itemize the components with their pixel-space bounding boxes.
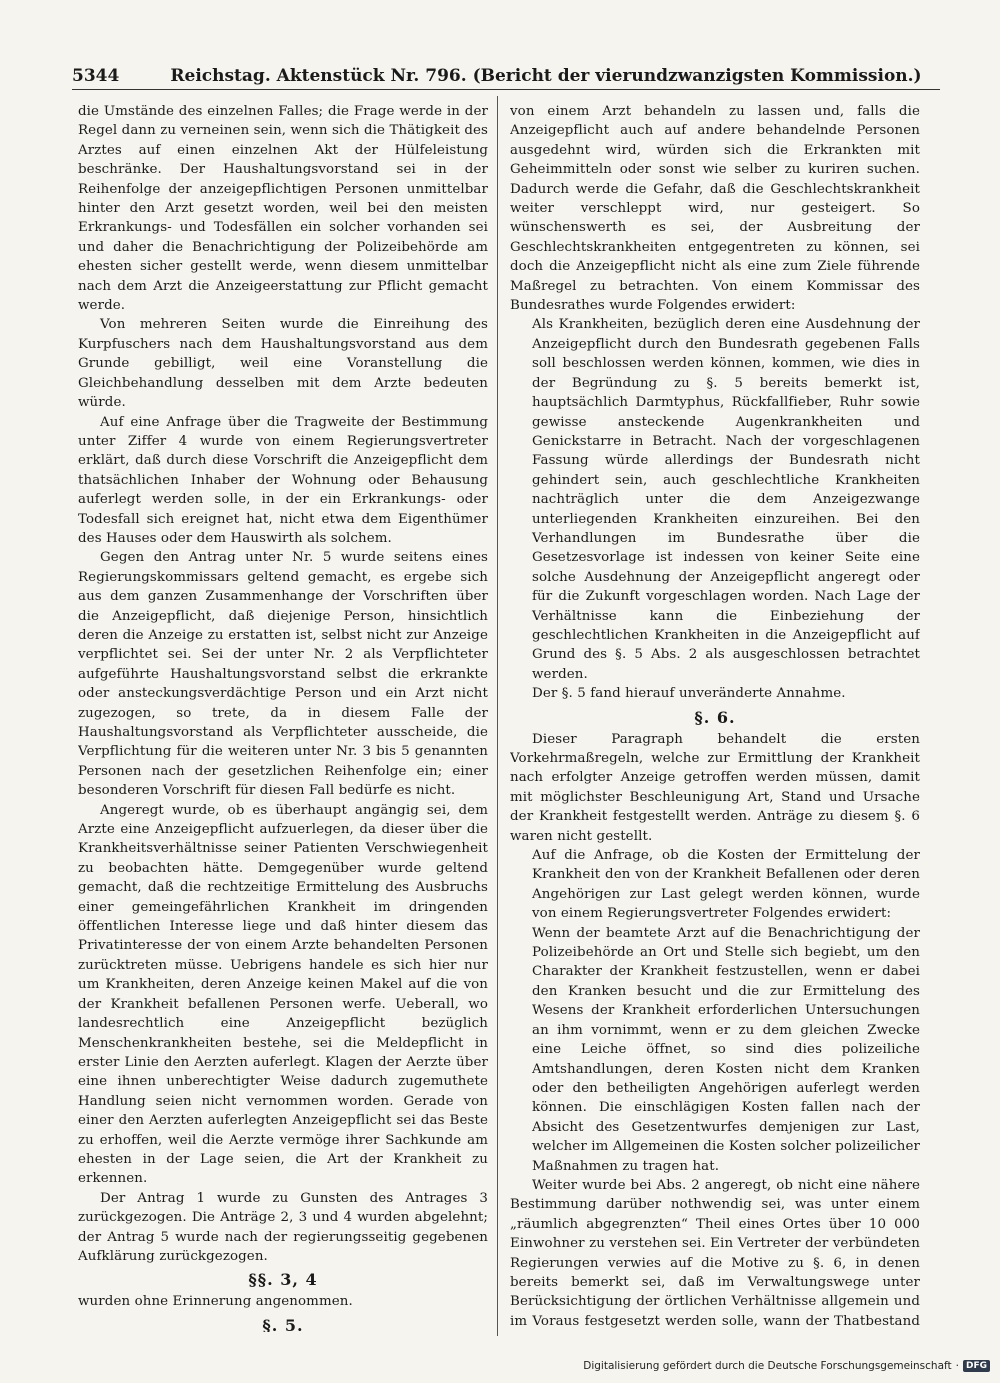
footer-credit: Digitalisierung gefördert durch die Deutsche Forschungsgemeinschaft — [583, 1360, 952, 1372]
paragraph: die Umstände des einzelnen Falles; die Frage werde in der Regel dann zu verneinen sein, wenn sich die Thätigkeit des Arztes auf einen einzelnen Akt der Hülfeleistung beschränke. Der Haushaltungsvorstand sei in der Reihenfolge der anzeigepflichtigen Personen unmittelbar hinter den Arzt gesetzt worden, weil bei den meisten Erkrankungs- und Todesfällen ein solcher vorhanden sei und daher die Benachrichtigung der Polizeibehörde am ehesten sicher gestellt werde, wenn diesem unmittelbar nach dem Arzt die Anzeigeerstattung zur Pflicht gemacht werde. — [78, 104, 488, 314]
paragraph: Der §. 5 fand hierauf unveränderte Annahme. — [532, 686, 846, 702]
quoted-paragraph: Als Krankheiten, bezüglich deren eine Ausdehnung der Anzeigepflicht durch den Bundesrath gegebenen Falls soll beschlossen werden können, kommen, wie dies in der Begründung zu §. 5 bereits bemerkt ist, hauptsächlich Darmtyphus, Rückfallfieber, Ruhr sowie gewisse ansteckende Augenkrankheiten und Genickstarre in Betracht. Nach der vorgeschlagenen Fassung würde allerdings der Bundesrath nicht gehindert sein, auch geschlechtliche Krankheiten nachträglich unter die dem Anzeigezwange unterliegenden Krankheiten einzureihen. Bei den Verhandlungen im Bundesrathe über die Gesetzesvorlage ist indessen von keiner Seite eine solche Ausdehnung der Anzeigepflicht angeregt oder für die Zukunft vorgeschlagen worden. Nach Lage der Verhältnisse kann die Einbeziehung der geschlechtlichen Krankheiten in die Anzeigepflicht auf Grund des §. 5 Abs. 2 als ausgeschlossen betrachtet werden. — [532, 317, 920, 682]
paragraph: Gegen den Antrag unter Nr. 5 wurde seitens eines Regierungskommissars geltend gemacht, es ergebe sich aus dem ganzen Zusammenhange der Vorschriften über die Anzeigepflicht, daß diejenige Person, hinsichtlich deren die Anzeige zu erstatten ist, selbst nicht zur Anzeige verpflichtet sei. Sei der unter Nr. 2 als Verpflichteter aufgeführte Haushaltungsvorstand selbst die erkrankte oder ansteckungsverdächtige Person und ein Arzt nicht zugezogen, so trete, da in diesem Falle der Haushaltungsvorstand als Verpflichteter ausscheide, die Verpflichtung für die weiteren unter Nr. 3 bis 5 genannten Personen nach der gesetzlichen Reihenfolge ein; einer besonderen Vorschrift für diesen Fall bedürfe es nicht. — [78, 550, 488, 799]
paragraph: Angeregt wurde, ob es überhaupt angängig sei, dem Arzte eine Anzeigepflicht aufzuerlegen, da dieser über die Krankheitsverhältnisse seiner Patienten Verschwiegenheit zu beobachten hätte. Demgegenüber wurde geltend gemacht, daß die rechtzeitige Ermittelung des Ausbruchs einer gemeingefährlichen Krankheit im dringenden öffentlichen Interesse liege und daß hinter diesem das Privatinteresse der von einem Arzte behandelten Personen zurücktreten müsse. Uebrigens handele es sich hier nur um Krankheiten, deren Anzeige keinen Makel auf die von der Krankheit befallenen Personen werfe. Ueberall, wo landesrechtlich eine Anzeigepflicht bezüglich Menschenkrankheiten bestehe, sei die Meldepflicht in erster Linie den Aerzten auferlegt. Klagen der Aerzte über eine ihnen unberechtigter Weise dadurch zugemuthete Handlung seien nicht vernommen worden. Gerade von einer den Aerzten auferlegten Anzeigepflicht sei das Beste zu erhoffen, weil die Aerzte vermöge ihrer Sachkunde am ehesten in der Lage seien, die Art der Krankheit zu erkennen. — [78, 802, 488, 1187]
left-column — [78, 102, 488, 1332]
footer — [583, 1360, 990, 1372]
running-title: Reichstag. Aktenstück Nr. 796. (Bericht der vierundzwanzigsten Kommission.) — [170, 66, 922, 86]
section-heading: §. 6. — [694, 707, 736, 727]
paragraph: von einem Arzt behandeln zu lassen und, falls die Anzeigepflicht auch auf andere behandelnde Personen ausgedehnt wird, würden sich die Erkrankten mit Geheimmitteln oder sonst wie selber zu kuriren suchen. Dadurch werde die Gefahr, daß die Geschlechtskrankheit weiter verschleppt wird, nur gesteigert. So wünschenswerth es sei, der Ausbreitung der Geschlechtskrankheiten entgegentreten zu können, sei doch die Anzeigepflicht nicht als eine zum Ziele führende Maßregel zu betrachten. Von einem Kommissar des Bundesrathes wurde Folgendes erwidert: — [510, 104, 920, 314]
column-divider — [497, 96, 498, 1336]
paragraph: Von mehreren Seiten wurde die Einreihung des Kurpfuschers nach dem Haushaltungsvorstand aus dem Grunde gebilligt, weil eine Voranstellung die Gleichbehandlung desselben mit dem Arzte bedeuten würde. — [78, 317, 488, 411]
quoted-paragraph: Auf die Anfrage, ob die Kosten der Ermittelung der Krankheit den von der Krankheit Befallenen oder deren Angehörigen zur Last gelegt werden können, wurde von einem Regierungsvertreter Folgendes erwidert: — [532, 848, 920, 922]
right-column — [510, 102, 920, 1332]
paragraph: Auf eine Anfrage über die Tragweite der Bestimmung unter Ziffer 4 wurde von einem Regierungsvertreter erklärt, daß durch diese Vorschrift die Anzeigepflicht dem thatsächlichen Inhaber der Wohnung oder Behausung auferlegt werden solle, in der ein Erkrankungs- oder Todesfall sich ereignet hat, nicht etwa dem Eigenthümer des Hauses oder dem Hauswirth als solchem. — [78, 414, 488, 546]
quoted-paragraph: Wenn der beamtete Arzt auf die Benachrichtigung der Polizeibehörde an Ort und Stelle sich begiebt, um den Charakter der Krankheit festzustellen, wenn er dabei den Kranken besucht und die zur Ermittelung des Wesens der Krankheit erforderlichen Untersuchungen an ihm vornimmt, wenn er zu dem gleichen Zwecke eine Leiche öffnet, so sind dies polizeiliche Amtshandlungen, deren Kosten nicht dem Kranken oder den betheiligten Angehörigen auferlegt werden können. Die einschlägigen Kosten fallen nach der Absicht des Gesetzentwurfes demjenigen zur Last, welcher im Allgemeinen die Kosten solcher polizeilicher Maßnahmen zu tragen hat. — [532, 925, 920, 1174]
paragraph: Weiter wurde bei Abs. 2 angeregt, ob nicht eine nähere Bestimmung darüber nothwendig sei, was unter einem „räumlich abgegrenzten“ Theil eines Ortes über 10 000 Einwohner zu verstehen sei. Ein Vertreter der verbündeten Regierungen verwies auf die Motive zu §. 6, in denen bereits bemerkt sei, daß im Verwaltungswege unter Berücksichtigung der örtlichen Verhältnisse allgemein und im Voraus festgesetzt werden solle, wann der Thatbestand — [510, 1177, 920, 1329]
paragraph: Der Antrag 1 wurde zu Gunsten des Antrages 3 zurückgezogen. Die Anträge 2, 3 und 4 wurden abgelehnt; der Antrag 5 wurde nach der regierungsseitig gegebenen Aufklärung zurückgezogen. — [78, 1190, 488, 1264]
section-heading: §§. 3, 4 — [248, 1270, 318, 1290]
paragraph: Dieser Paragraph behandelt die ersten Vorkehrmaßregeln, welche zur Ermittlung der Krankheit nach erfolgter Anzeige getroffen werden müssen, damit mit möglichster Beschleunigung Art, Stand und Ursache der Krankheit festgestellt werden. Anträge zu diesem §. 6 waren nicht gestellt. — [510, 731, 920, 844]
dfg-logo: DFG — [963, 1360, 990, 1372]
page-header — [72, 60, 940, 90]
paragraph: wurden ohne Erinnerung angenommen. — [78, 1294, 353, 1310]
section-heading: §. 5. — [262, 1315, 304, 1332]
footer-separator: · — [955, 1360, 959, 1372]
page-number: 5344 — [72, 66, 120, 86]
